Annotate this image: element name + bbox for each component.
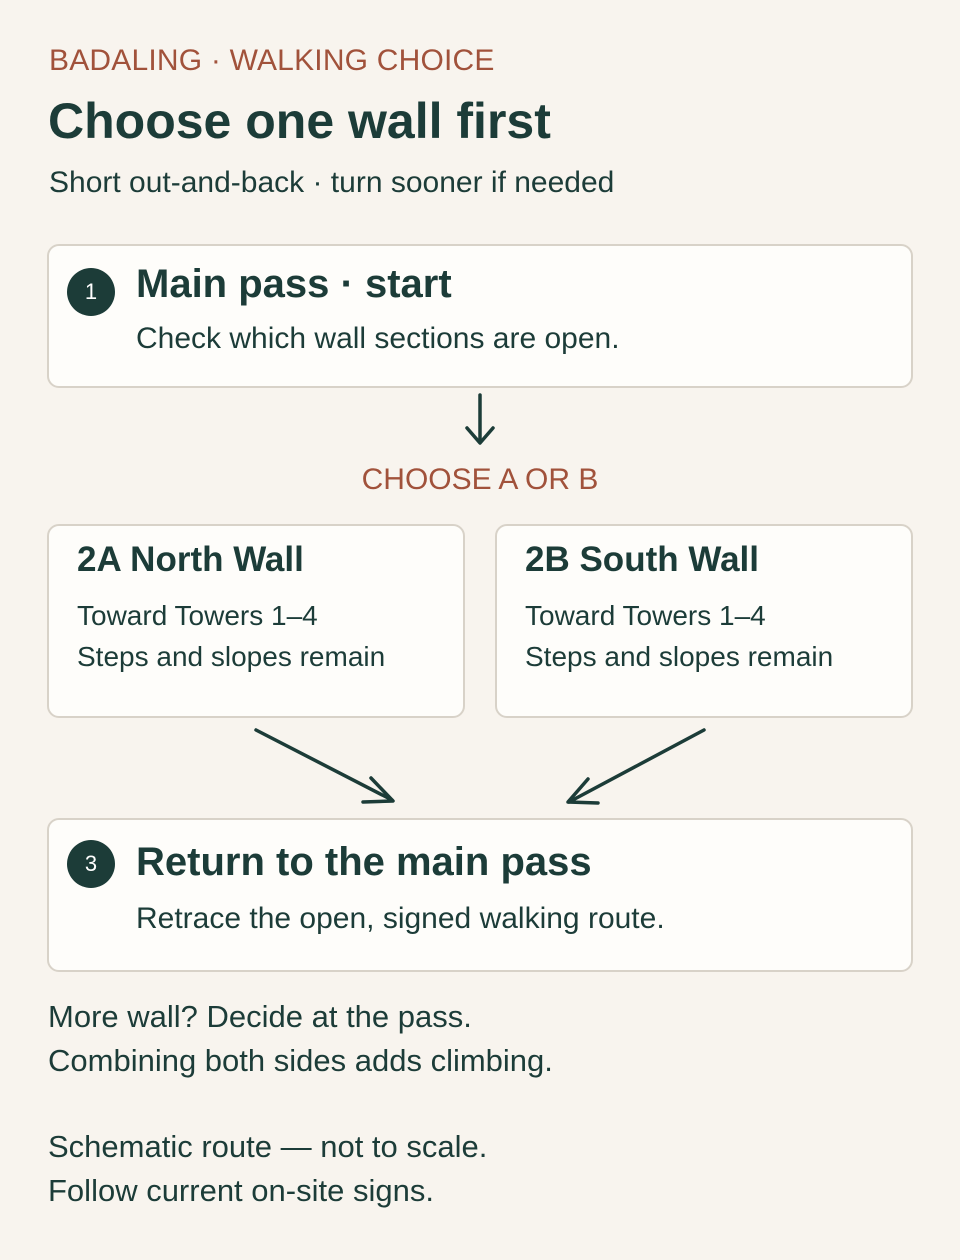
option-north-line-1: Toward Towers 1–4 <box>77 600 318 631</box>
option-north-line-2: Steps and slopes remain <box>77 641 386 672</box>
step-3-title: Return to the main pass <box>136 840 592 884</box>
page-title: Choose one wall first <box>48 93 551 149</box>
step-3-card <box>47 818 913 972</box>
step-3-badge: 3 <box>67 840 115 888</box>
arrow-from-north-icon <box>256 730 393 802</box>
choice-label: CHOOSE A OR B <box>361 463 599 496</box>
option-south-line-1: Toward Towers 1–4 <box>525 600 766 631</box>
note-line-4: Follow current on-site signs. <box>48 1173 434 1208</box>
step-1-badge: 1 <box>67 268 115 316</box>
option-north-title: 2A North Wall <box>77 540 304 579</box>
option-south-line-2: Steps and slopes remain <box>525 641 834 672</box>
option-south-title: 2B South Wall <box>525 540 759 579</box>
eyebrow-label: BADALING · WALKING CHOICE <box>49 44 495 77</box>
arrow-down-icon <box>467 395 493 443</box>
step-1-title: Main pass · start <box>136 262 452 306</box>
option-north-wall-card <box>47 524 465 718</box>
arrow-from-south-icon <box>568 730 704 803</box>
note-line-3: Schematic route — not to scale. <box>48 1129 488 1164</box>
step-3-text: Retrace the open, signed walking route. <box>136 902 665 935</box>
step-1-text: Check which wall sections are open. <box>136 322 620 355</box>
option-south-wall-card <box>495 524 913 718</box>
note-line-2: Combining both sides adds climbing. <box>48 1043 553 1078</box>
note-line-1: More wall? Decide at the pass. <box>48 999 472 1034</box>
page-subtitle: Short out-and-back · turn sooner if needed <box>49 166 615 199</box>
